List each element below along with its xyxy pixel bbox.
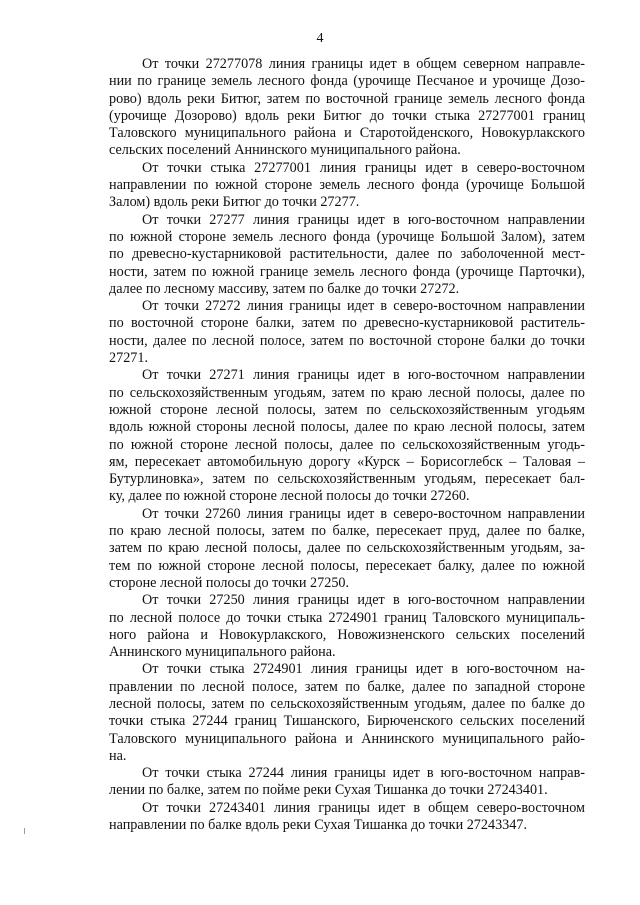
text-line: От точки стыка 2724901 линия границы идет в юго-восточном на- [142, 661, 585, 678]
text-line: лении по балке, затем по пойме реки Сухая Тишанка до точки 27243401. [109, 782, 548, 799]
text-line: затем по краю лесной полосы, далее по сельскохозяйственным угодьям, за- [109, 540, 585, 557]
text-line: точки стыка 27244 границ Тишанского, Бирюченского сельских поселений [109, 713, 585, 730]
page-number: 4 [316, 31, 324, 46]
text-line: по сельскохозяйственным угодьям, затем по краю лесной полосы, далее по [109, 384, 585, 401]
text-line: сельских поселений Аннинского муниципального района. [109, 142, 461, 159]
text-line: стороне лесной полосы до точки 27250. [109, 574, 350, 591]
text-line: От точки 27250 линия границы идет в юго-восточном направлении [142, 592, 585, 609]
text-line: рово) вдоль реки Битюг, затем по восточной границе земель лесного фонда [109, 90, 585, 107]
paragraph [109, 800, 585, 835]
text-line: От точки 27277 линия границы идет в юго-восточном направлении [142, 211, 585, 228]
text-line: на. [109, 747, 127, 764]
text-line: тем по южной стороне лесной полосы, пересекает балку, далее по южной [109, 557, 585, 574]
text-line: От точки стыка 27244 линия границы идет в юго-восточном направ- [142, 765, 585, 782]
text-line: 27271. [109, 350, 149, 367]
paragraph [109, 160, 585, 212]
document-body [109, 56, 585, 834]
text-line: вдоль южной стороны лесной полосы, далее по краю лесной полосы, затем [109, 419, 585, 436]
text-line: От точки 27260 линия границы идет в северо-восточном направлении [142, 505, 585, 522]
text-line: Таловского муниципального района и Старотойденского, Новокурлакского [109, 125, 585, 142]
paragraph [109, 367, 585, 505]
text-line: (урочище Дозорово) вдоль реки Битюг до точки стыка 27277001 границ [109, 107, 585, 124]
paragraph [109, 56, 585, 160]
text-line: направлении по южной стороне земель лесного фонда (урочище Большой [109, 177, 585, 194]
text-line: ности, затем по южной границе земель лесного фонда (урочище Парточки), [109, 263, 585, 280]
text-line: ку, далее по южной стороне лесной полосы до точки 27260. [109, 488, 470, 505]
paragraph [109, 506, 585, 592]
text-line: по южной стороне лесной полосы, далее по сельскохозяйственным угодь- [109, 436, 585, 453]
text-line: правлении по лесной полосе, затем по балке, далее по западной стороне [109, 678, 585, 695]
text-line: ям, пересекает автомобильную дорогу «Курск – Борисоглебск – Таловая – [109, 453, 585, 470]
text-line: по восточной стороне балки, затем по древесно-кустарниковой раститель- [109, 315, 585, 332]
paragraph [109, 661, 585, 765]
text-line: ности, далее по лесной полосе, затем по восточной стороне балки до точки [109, 332, 585, 349]
text-line: От точки 27277078 линия границы идет в общем северном направле- [142, 56, 585, 72]
paragraph [109, 765, 585, 800]
text-line: по лесной полосе до точки стыка 2724901 границ Таловского муниципаль- [109, 609, 585, 626]
text-line: Таловского муниципального района и Аннинского муниципального райо- [109, 730, 585, 747]
text-line: Бутурлиновка», затем по сельскохозяйственным угодьям, пересекает бал- [109, 471, 585, 488]
text-line: по древесно-кустарниковой растительности, далее по заболоченной мест- [109, 246, 585, 263]
text-line: лесной полосы, затем по сельскохозяйственным угодьям, далее по балке до [109, 695, 585, 712]
text-line: ного района и Новокурлакского, Новожизненского сельских поселений [109, 626, 585, 643]
text-line: Залом) вдоль реки Битюг до точки 27277. [109, 194, 360, 211]
text-line: направлении по балке вдоль реки Сухая Тишанка до точки 27243347. [109, 817, 528, 834]
text-line: южной стороне лесной полосы, затем по сельскохозяйственным угодьям [109, 401, 585, 418]
text-line: по южной стороне земель лесного фонда (урочище Большой Залом), затем [109, 228, 585, 245]
scan-mark [24, 828, 25, 834]
text-line: нии по границе земель лесного фонда (урочище Песчаное и урочище Дозо- [109, 73, 585, 90]
text-line: От точки 27243401 линия границы идет в общем северо-восточном [142, 799, 585, 816]
text-line: по краю лесной полосы, затем по балке, пересекает пруд, далее по балке, [109, 523, 585, 540]
paragraph [109, 212, 585, 298]
text-line: От точки 27272 линия границы идет в северо-восточном направлении [142, 298, 585, 315]
text-line: От точки 27271 линия границы идет в юго-восточном направлении [142, 367, 585, 384]
paragraph [109, 298, 585, 367]
paragraph [109, 592, 585, 661]
text-line: далее по лесному массиву, затем по балке до точки 27272. [109, 280, 460, 297]
text-line: От точки стыка 27277001 линия границы идет в северо-восточном [142, 159, 585, 176]
text-line: Аннинского муниципального района. [109, 644, 336, 661]
